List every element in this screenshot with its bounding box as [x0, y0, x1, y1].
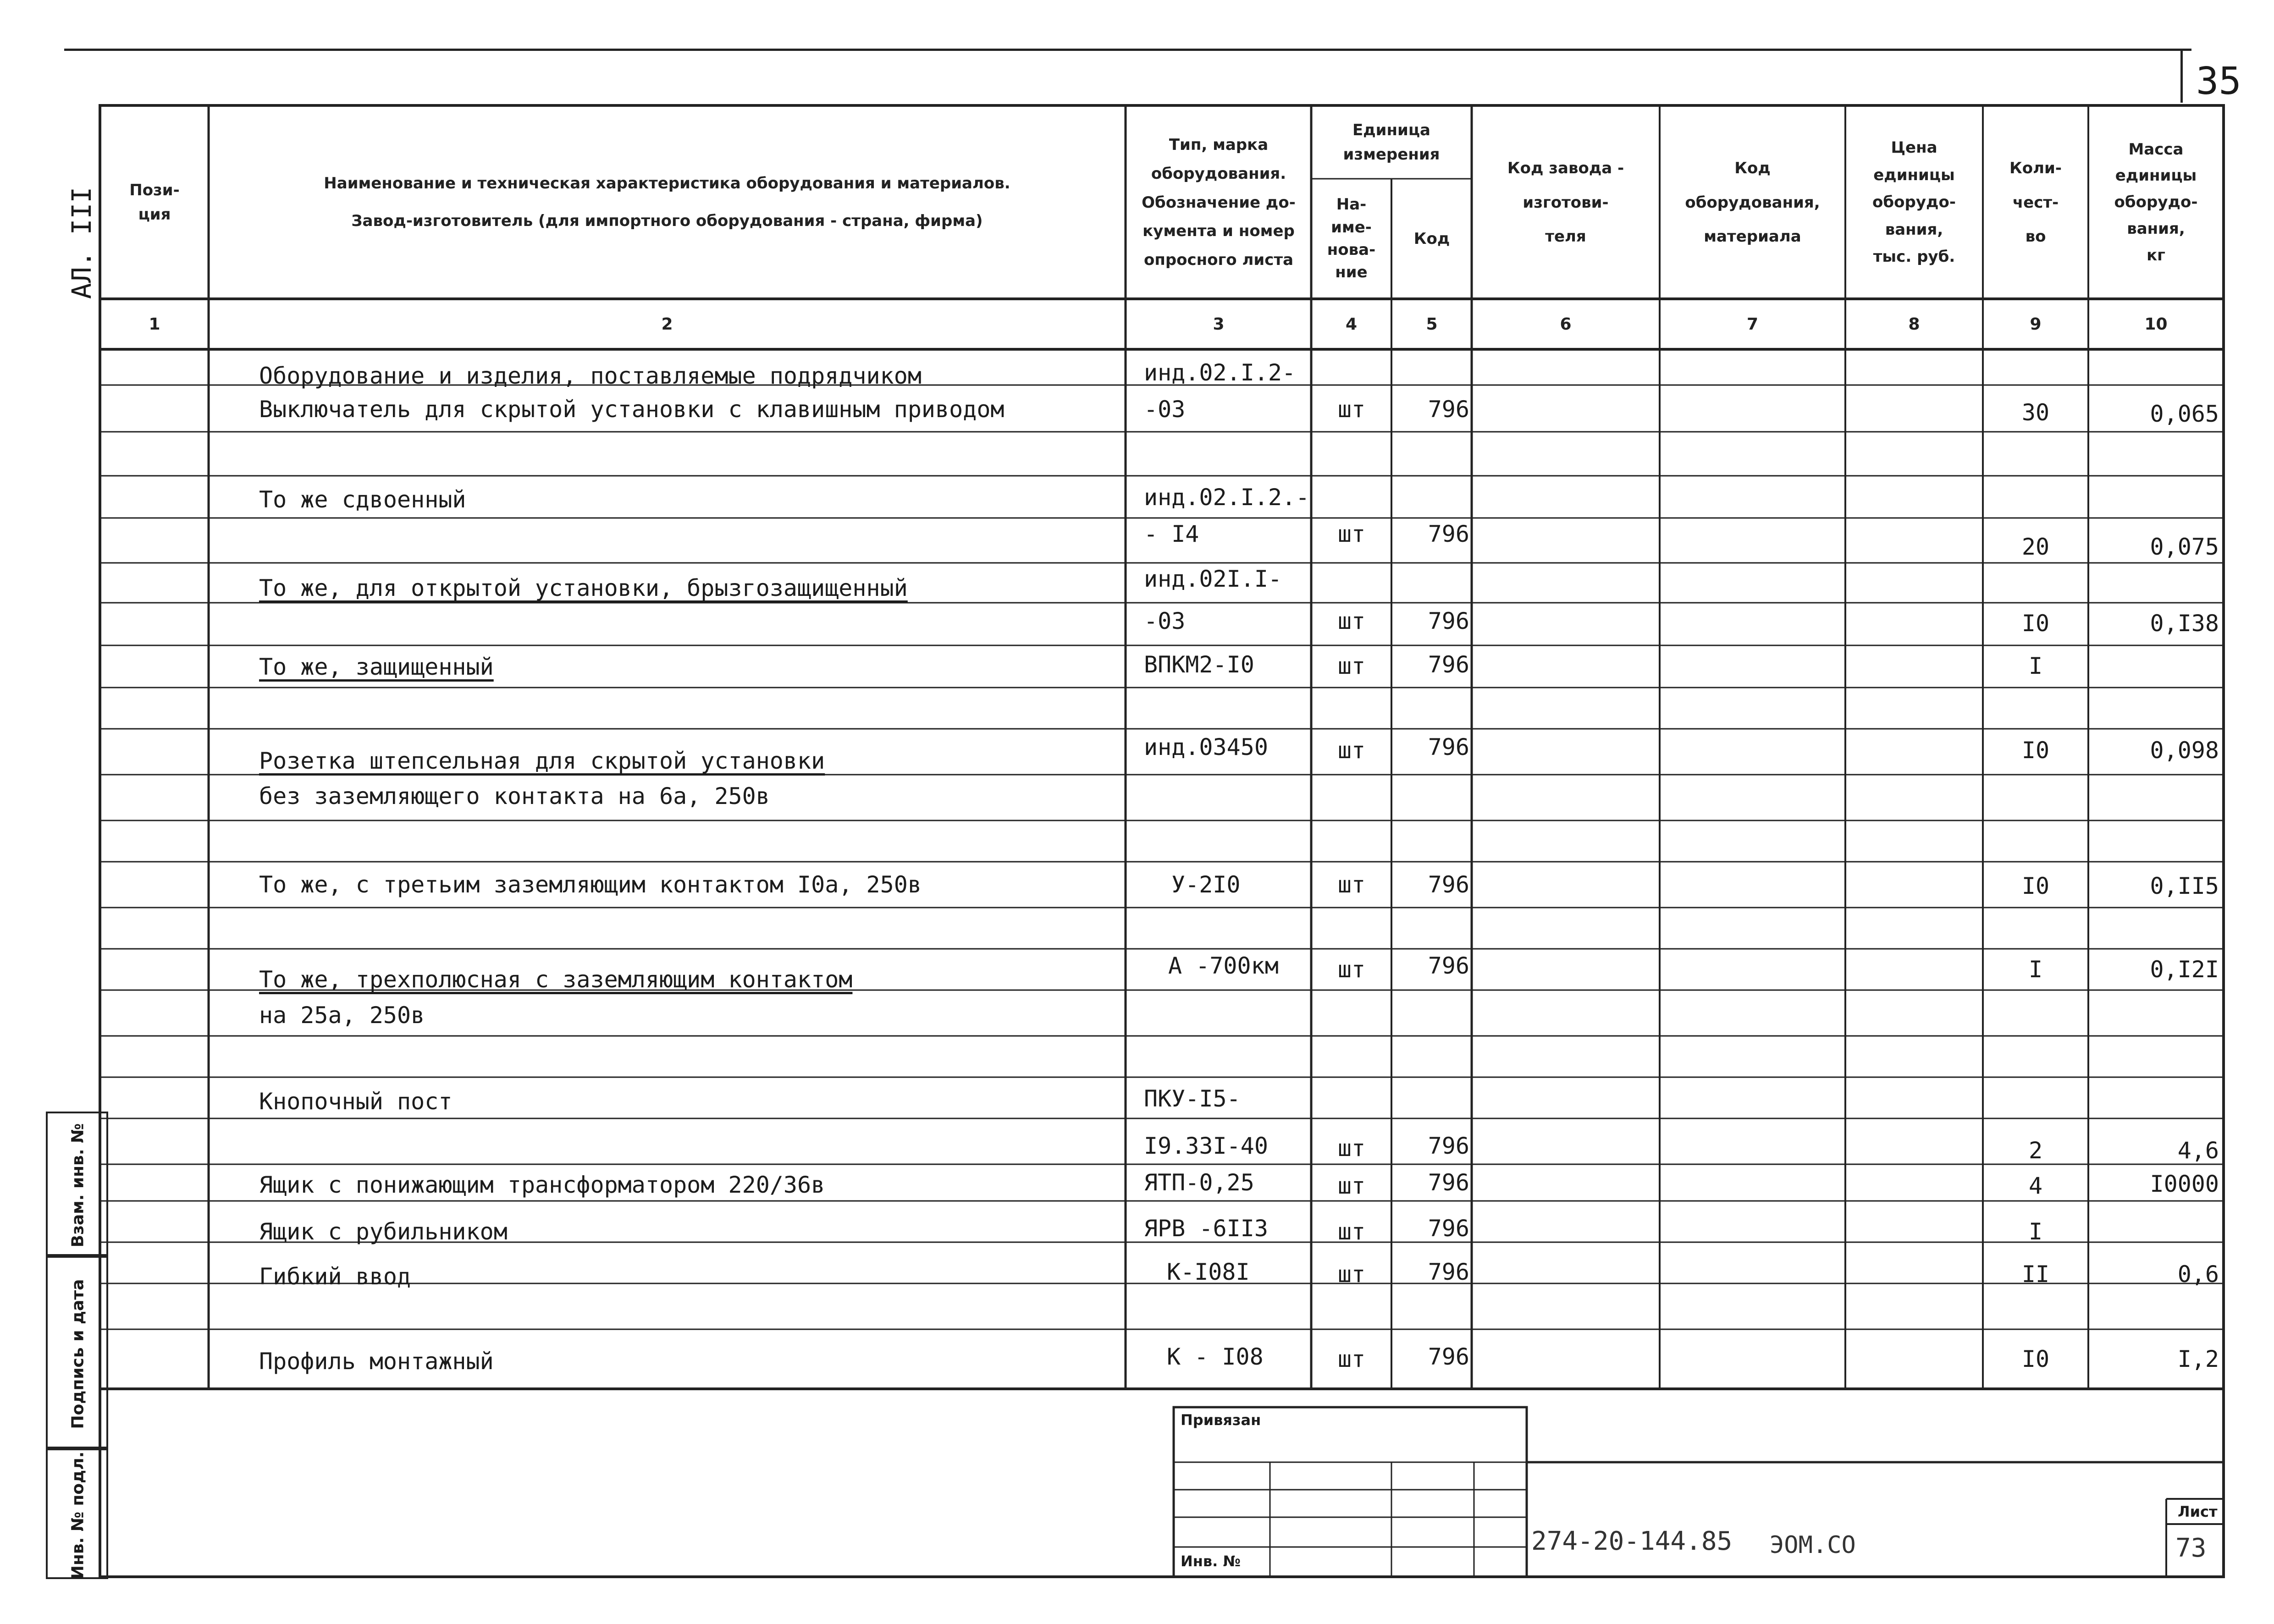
row-type: инд.03450 — [1144, 734, 1268, 760]
header-unit-code: Код — [1413, 229, 1450, 248]
header-material-code: Код оборудования, материала — [1685, 159, 1820, 246]
stamp-inv-vzam-label: Взам. инв. № — [68, 1123, 88, 1248]
row-code: 796 — [1428, 952, 1469, 979]
row-unit: шт — [1337, 956, 1366, 983]
row-type: -03 — [1144, 608, 1186, 634]
header-unit-group: Единица измерения — [1343, 121, 1440, 164]
row-code: 796 — [1428, 396, 1469, 423]
row-type: ПКУ-I5- — [1144, 1085, 1241, 1112]
row-mass: 0,075 — [2150, 534, 2219, 560]
row-unit: шт — [1337, 871, 1366, 898]
row-name: Гибкий ввод — [259, 1263, 411, 1290]
row-code: 796 — [1428, 1133, 1469, 1159]
row-mass: 0,I38 — [2150, 610, 2219, 637]
column-number: 10 — [2144, 314, 2168, 334]
row-code: 796 — [1428, 1169, 1469, 1196]
row-mass: 0,6 — [2177, 1261, 2219, 1288]
header-type: Тип, марка оборудования. Обозначение до- кумента и номер опросного листа — [1142, 135, 1296, 270]
header-factory-code: Код завода - изготови- теля — [1507, 159, 1624, 246]
row-type: ВПКМ2-I0 — [1144, 651, 1254, 678]
header-price: Цена единицы оборудо- вания, тыс. руб. — [1872, 138, 1956, 266]
row-quantity: I0 — [2021, 873, 2050, 899]
header-mass: Масса единицы оборудо- вания, кг — [2114, 140, 2198, 264]
column-number: 3 — [1213, 314, 1225, 334]
row-name: Выключатель для скрытой установки с клавишным приводом — [259, 396, 1005, 423]
row-mass: 0,I2I — [2150, 956, 2219, 983]
header-unit-name: На- име- нова- ние — [1327, 195, 1376, 282]
row-code: 796 — [1428, 734, 1469, 760]
row-name: Кнопочный пост — [259, 1088, 453, 1115]
row-type: ЯТП-0,25 — [1144, 1169, 1254, 1196]
row-code: 796 — [1428, 1215, 1469, 1242]
row-type: I9.33I-40 — [1144, 1133, 1268, 1159]
row-code: 796 — [1428, 1343, 1469, 1370]
row-quantity: II — [2021, 1261, 2050, 1288]
row-code: 796 — [1428, 1259, 1469, 1285]
stamp-podpis-data-label: Подпись и дата — [68, 1279, 88, 1429]
row-name: Профиль монтажный — [259, 1348, 494, 1375]
row-name: То же, для открытой установки, брызгозащищенный — [259, 575, 908, 601]
sheet-page-number: 73 — [2175, 1533, 2207, 1563]
header-quantity: Коли- чест- во — [2009, 159, 2062, 246]
row-code: 796 — [1428, 651, 1469, 678]
row-quantity: 30 — [2021, 399, 2050, 426]
header-name: Наименование и техническая характеристика оборудования и материалов. Завод-изготовитель (для импортного оборудования - страна, фирма) — [324, 174, 1010, 230]
row-quantity: I — [2028, 1218, 2043, 1245]
row-unit: шт — [1337, 521, 1366, 547]
row-type: инд.02.I.2- — [1144, 359, 1296, 386]
row-type: А -700км — [1168, 952, 1279, 979]
row-type: -03 — [1144, 396, 1186, 423]
row-quantity: 2 — [2028, 1137, 2043, 1164]
row-type: У-2I0 — [1171, 871, 1241, 898]
sheet-number: 35 — [2196, 60, 2241, 103]
row-quantity: 20 — [2021, 534, 2050, 560]
row-unit: шт — [1337, 1218, 1366, 1245]
row-name: То же, трехполюсная с заземляющим контактом — [259, 966, 853, 993]
row-mass: I,2 — [2177, 1346, 2219, 1372]
header-position: Пози- ция — [129, 181, 180, 224]
row-unit: шт — [1337, 608, 1366, 634]
row-mass: 0,065 — [2150, 401, 2219, 427]
row-mass: 0,098 — [2150, 737, 2219, 764]
row-unit: шт — [1337, 396, 1366, 423]
row-unit: шт — [1337, 737, 1366, 764]
column-number: 7 — [1746, 314, 1759, 334]
row-name: без заземляющего контакта на 6а, 250в — [259, 783, 770, 809]
row-quantity: I0 — [2021, 737, 2050, 764]
document-suffix: ЭОМ.СО — [1770, 1531, 1856, 1559]
row-quantity: I — [2028, 653, 2043, 679]
row-type: инд.02.I.2.- — [1144, 484, 1310, 511]
row-type: К-I08I — [1167, 1259, 1250, 1285]
row-mass: I0000 — [2150, 1171, 2219, 1197]
row-code: 796 — [1428, 521, 1469, 547]
margin-mark: АЛ. III — [66, 187, 97, 299]
title-block-privyazan: Привязан — [1181, 1411, 1261, 1429]
title-block-list-label: Лист — [2178, 1503, 2218, 1520]
stamp-inv-podl-label: Инв. № подл. — [68, 1451, 88, 1580]
row-type: К - I08 — [1167, 1343, 1264, 1370]
column-number: 8 — [1908, 314, 1920, 334]
row-name: То же, защищенный — [259, 654, 494, 680]
row-type: - I4 — [1144, 521, 1199, 547]
column-number: 5 — [1426, 314, 1438, 334]
title-block-inv-no: Инв. № — [1181, 1552, 1241, 1570]
row-unit: шт — [1337, 653, 1366, 679]
row-name: на 25а, 250в — [259, 1002, 425, 1029]
column-number: 1 — [149, 314, 160, 334]
row-name: Ящик с рубильником — [259, 1218, 508, 1245]
row-code: 796 — [1428, 871, 1469, 898]
column-number: 9 — [2030, 314, 2042, 334]
row-quantity: I — [2028, 956, 2043, 983]
row-unit: шт — [1337, 1173, 1366, 1199]
column-number: 2 — [661, 314, 673, 334]
column-number: 6 — [1560, 314, 1572, 334]
row-quantity: 4 — [2028, 1173, 2043, 1199]
row-quantity: I0 — [2021, 610, 2050, 637]
row-quantity: I0 — [2021, 1346, 2050, 1372]
row-unit: шт — [1337, 1261, 1366, 1288]
row-type: инд.02I.I- — [1144, 566, 1282, 592]
row-unit: шт — [1337, 1135, 1366, 1162]
row-name: Оборудование и изделия, поставляемые подрядчиком — [259, 363, 922, 389]
row-name: Розетка штепсельная для скрытой установки — [259, 748, 825, 774]
row-code: 796 — [1428, 608, 1469, 634]
row-name: Ящик с понижающим трансформатором 220/36в — [259, 1172, 825, 1198]
document-code: 274-20-144.85 — [1531, 1526, 1733, 1556]
column-number: 4 — [1345, 314, 1358, 334]
row-unit: шт — [1337, 1346, 1366, 1372]
row-name: То же, с третьим заземляющим контактом I0а, 250в — [259, 871, 922, 898]
row-mass: 0,II5 — [2150, 873, 2219, 899]
row-mass: 4,6 — [2177, 1137, 2219, 1164]
row-type: ЯРВ -6II3 — [1144, 1215, 1268, 1242]
row-name: То же сдвоенный — [259, 486, 466, 513]
